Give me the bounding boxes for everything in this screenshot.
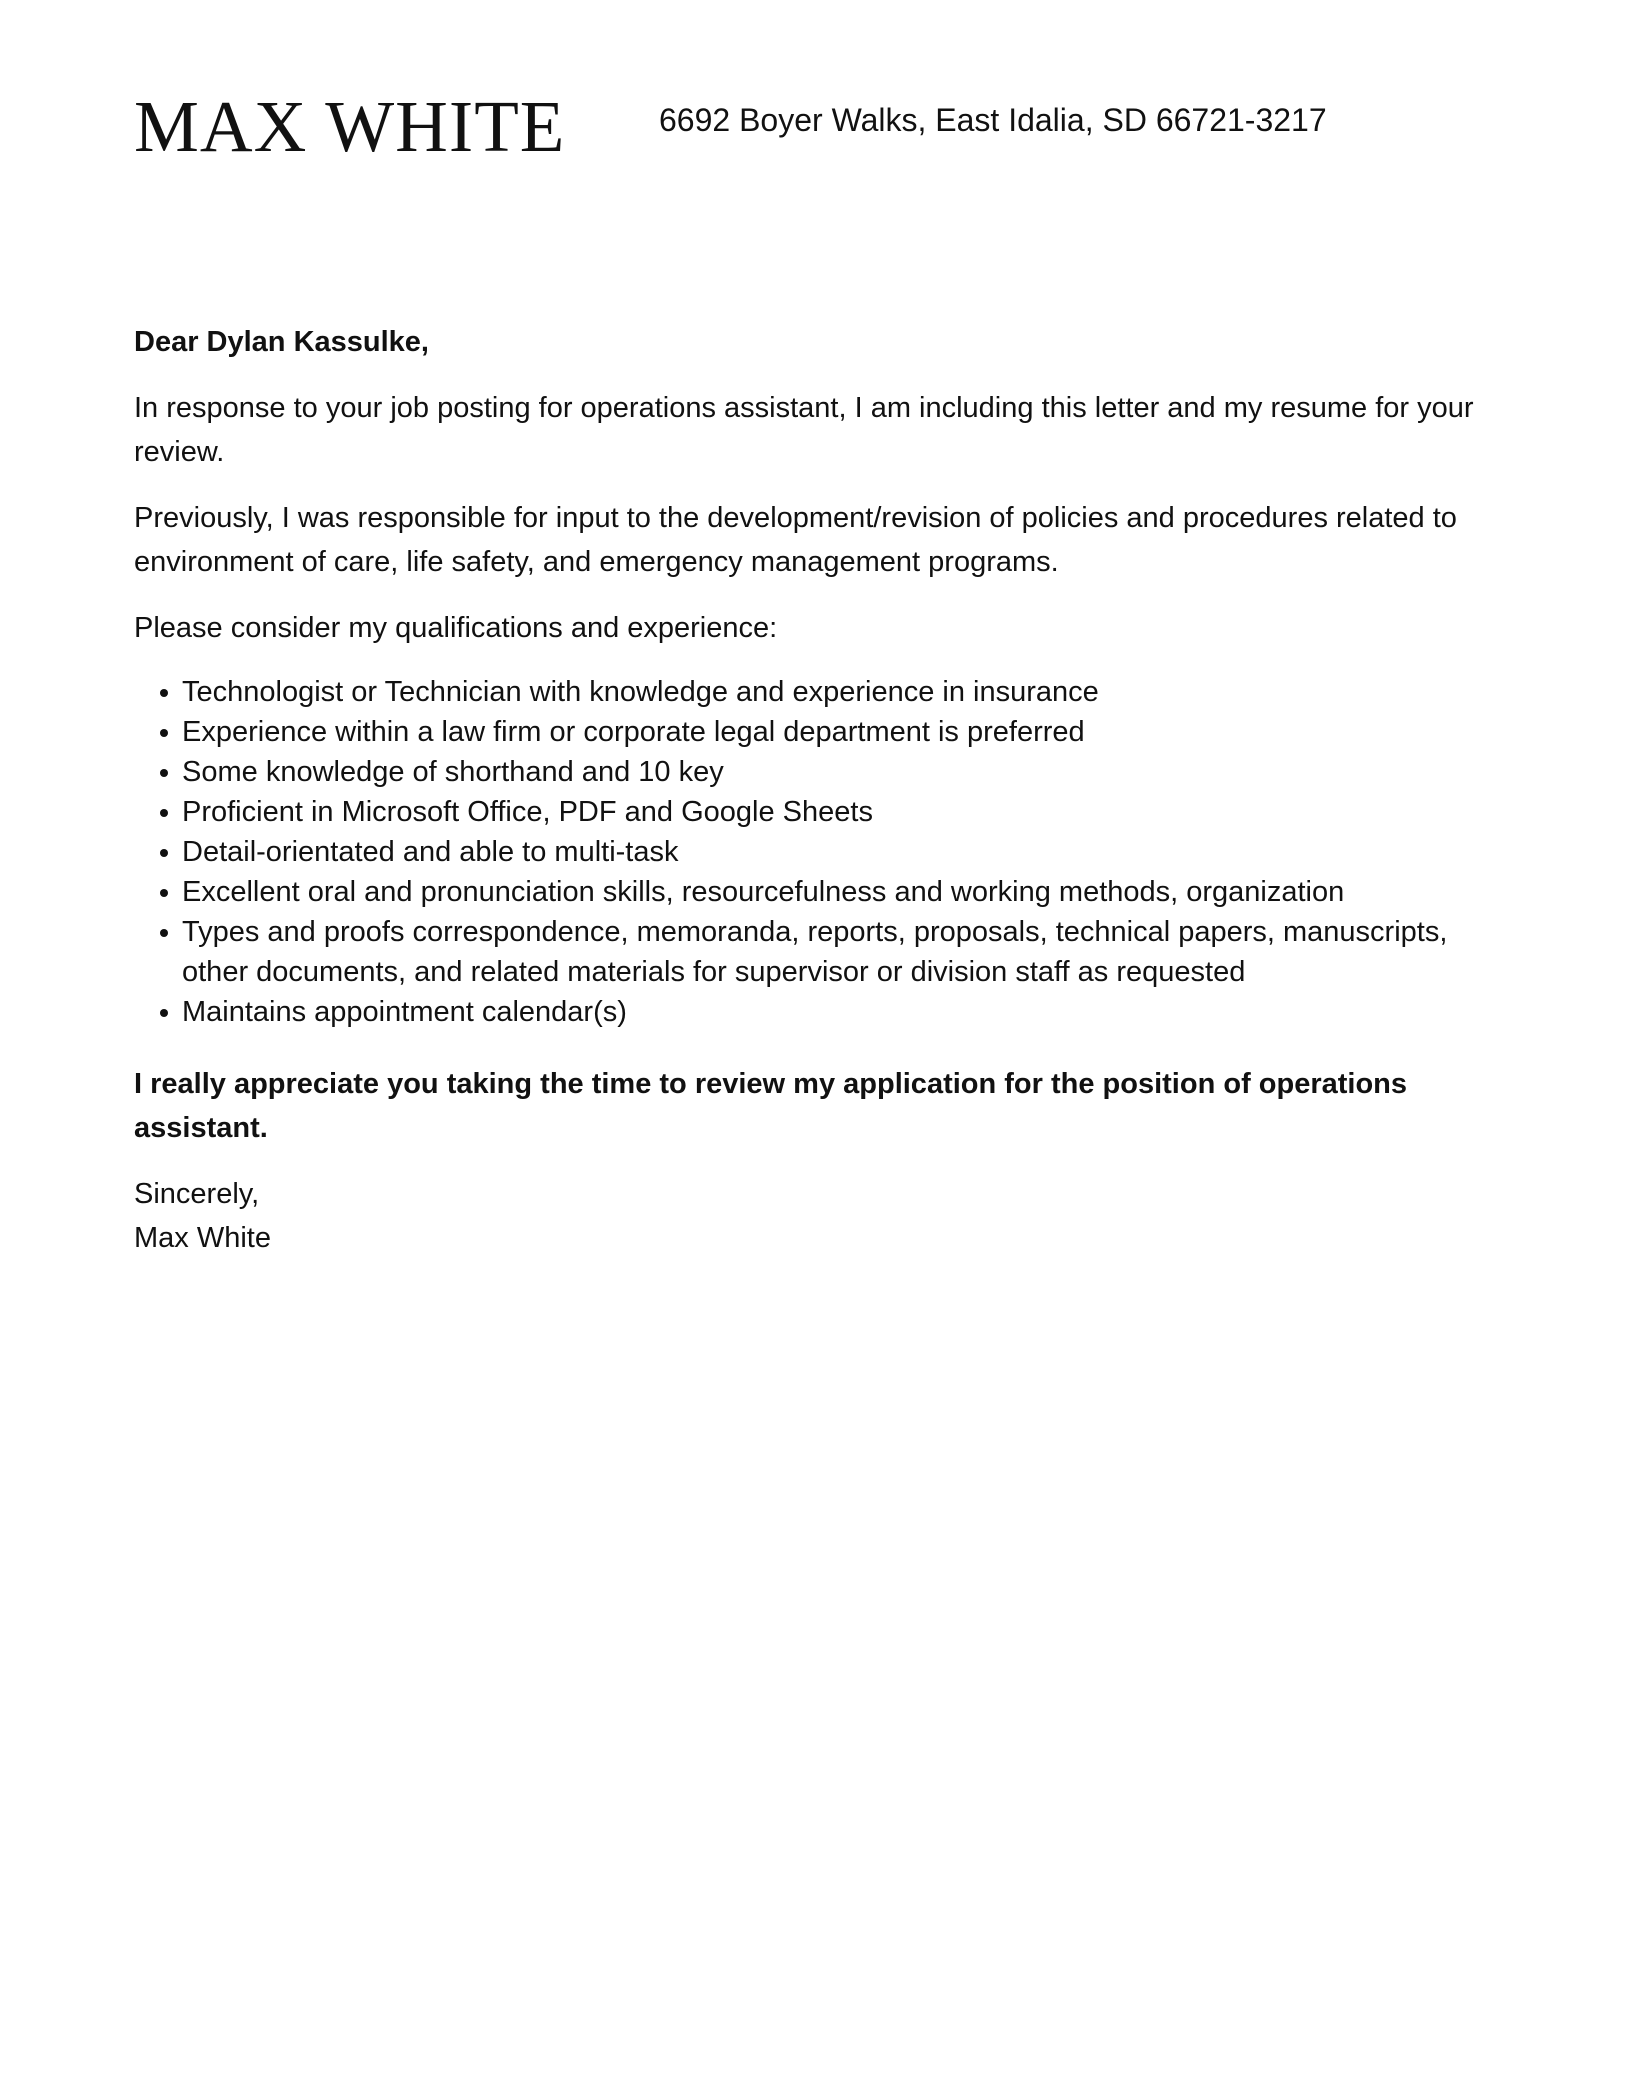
qualifications-list (134, 672, 1494, 1032)
letter-body (134, 320, 1494, 1260)
experience-paragraph: Previously, I was responsible for input to the development/revision of policies and procedures related to environment of care, life safety, and emergency management programs. (134, 502, 1457, 578)
closing-paragraph: I really appreciate you taking the time to review my application for the position of operations assistant. (134, 1068, 1408, 1144)
list-item: Proficient in Microsoft Office, PDF and Google Sheets (182, 792, 1494, 832)
salutation: Dear Dylan Kassulke, (134, 326, 429, 358)
list-item: Maintains appointment calendar(s) (182, 992, 1494, 1032)
list-item: Technologist or Technician with knowledge and experience in insurance (182, 672, 1494, 712)
signature-name: Max White (134, 1222, 271, 1254)
applicant-name: MAX WHITE (134, 86, 566, 167)
signoff-block (134, 1172, 1494, 1260)
list-item: Detail-orientated and able to multi-task (182, 832, 1494, 872)
list-item: Some knowledge of shorthand and 10 key (182, 752, 1494, 792)
list-item: Excellent oral and pronunciation skills, resourcefulness and working methods, organization (182, 872, 1494, 912)
list-item: Types and proofs correspondence, memoranda, reports, proposals, technical papers, manuscripts, other documents, and related materials for supervisor or division staff as requested (182, 912, 1494, 992)
list-item: Experience within a law firm or corporate legal department is preferred (182, 712, 1494, 752)
qualifications-intro: Please consider my qualifications and experience: (134, 612, 778, 644)
applicant-address: 6692 Boyer Walks, East Idalia, SD 66721-3217 (659, 102, 1327, 138)
intro-paragraph: In response to your job posting for operations assistant, I am including this letter and my resume for your review. (134, 392, 1474, 468)
signoff: Sincerely, (134, 1178, 260, 1210)
letter-header (134, 82, 1514, 172)
